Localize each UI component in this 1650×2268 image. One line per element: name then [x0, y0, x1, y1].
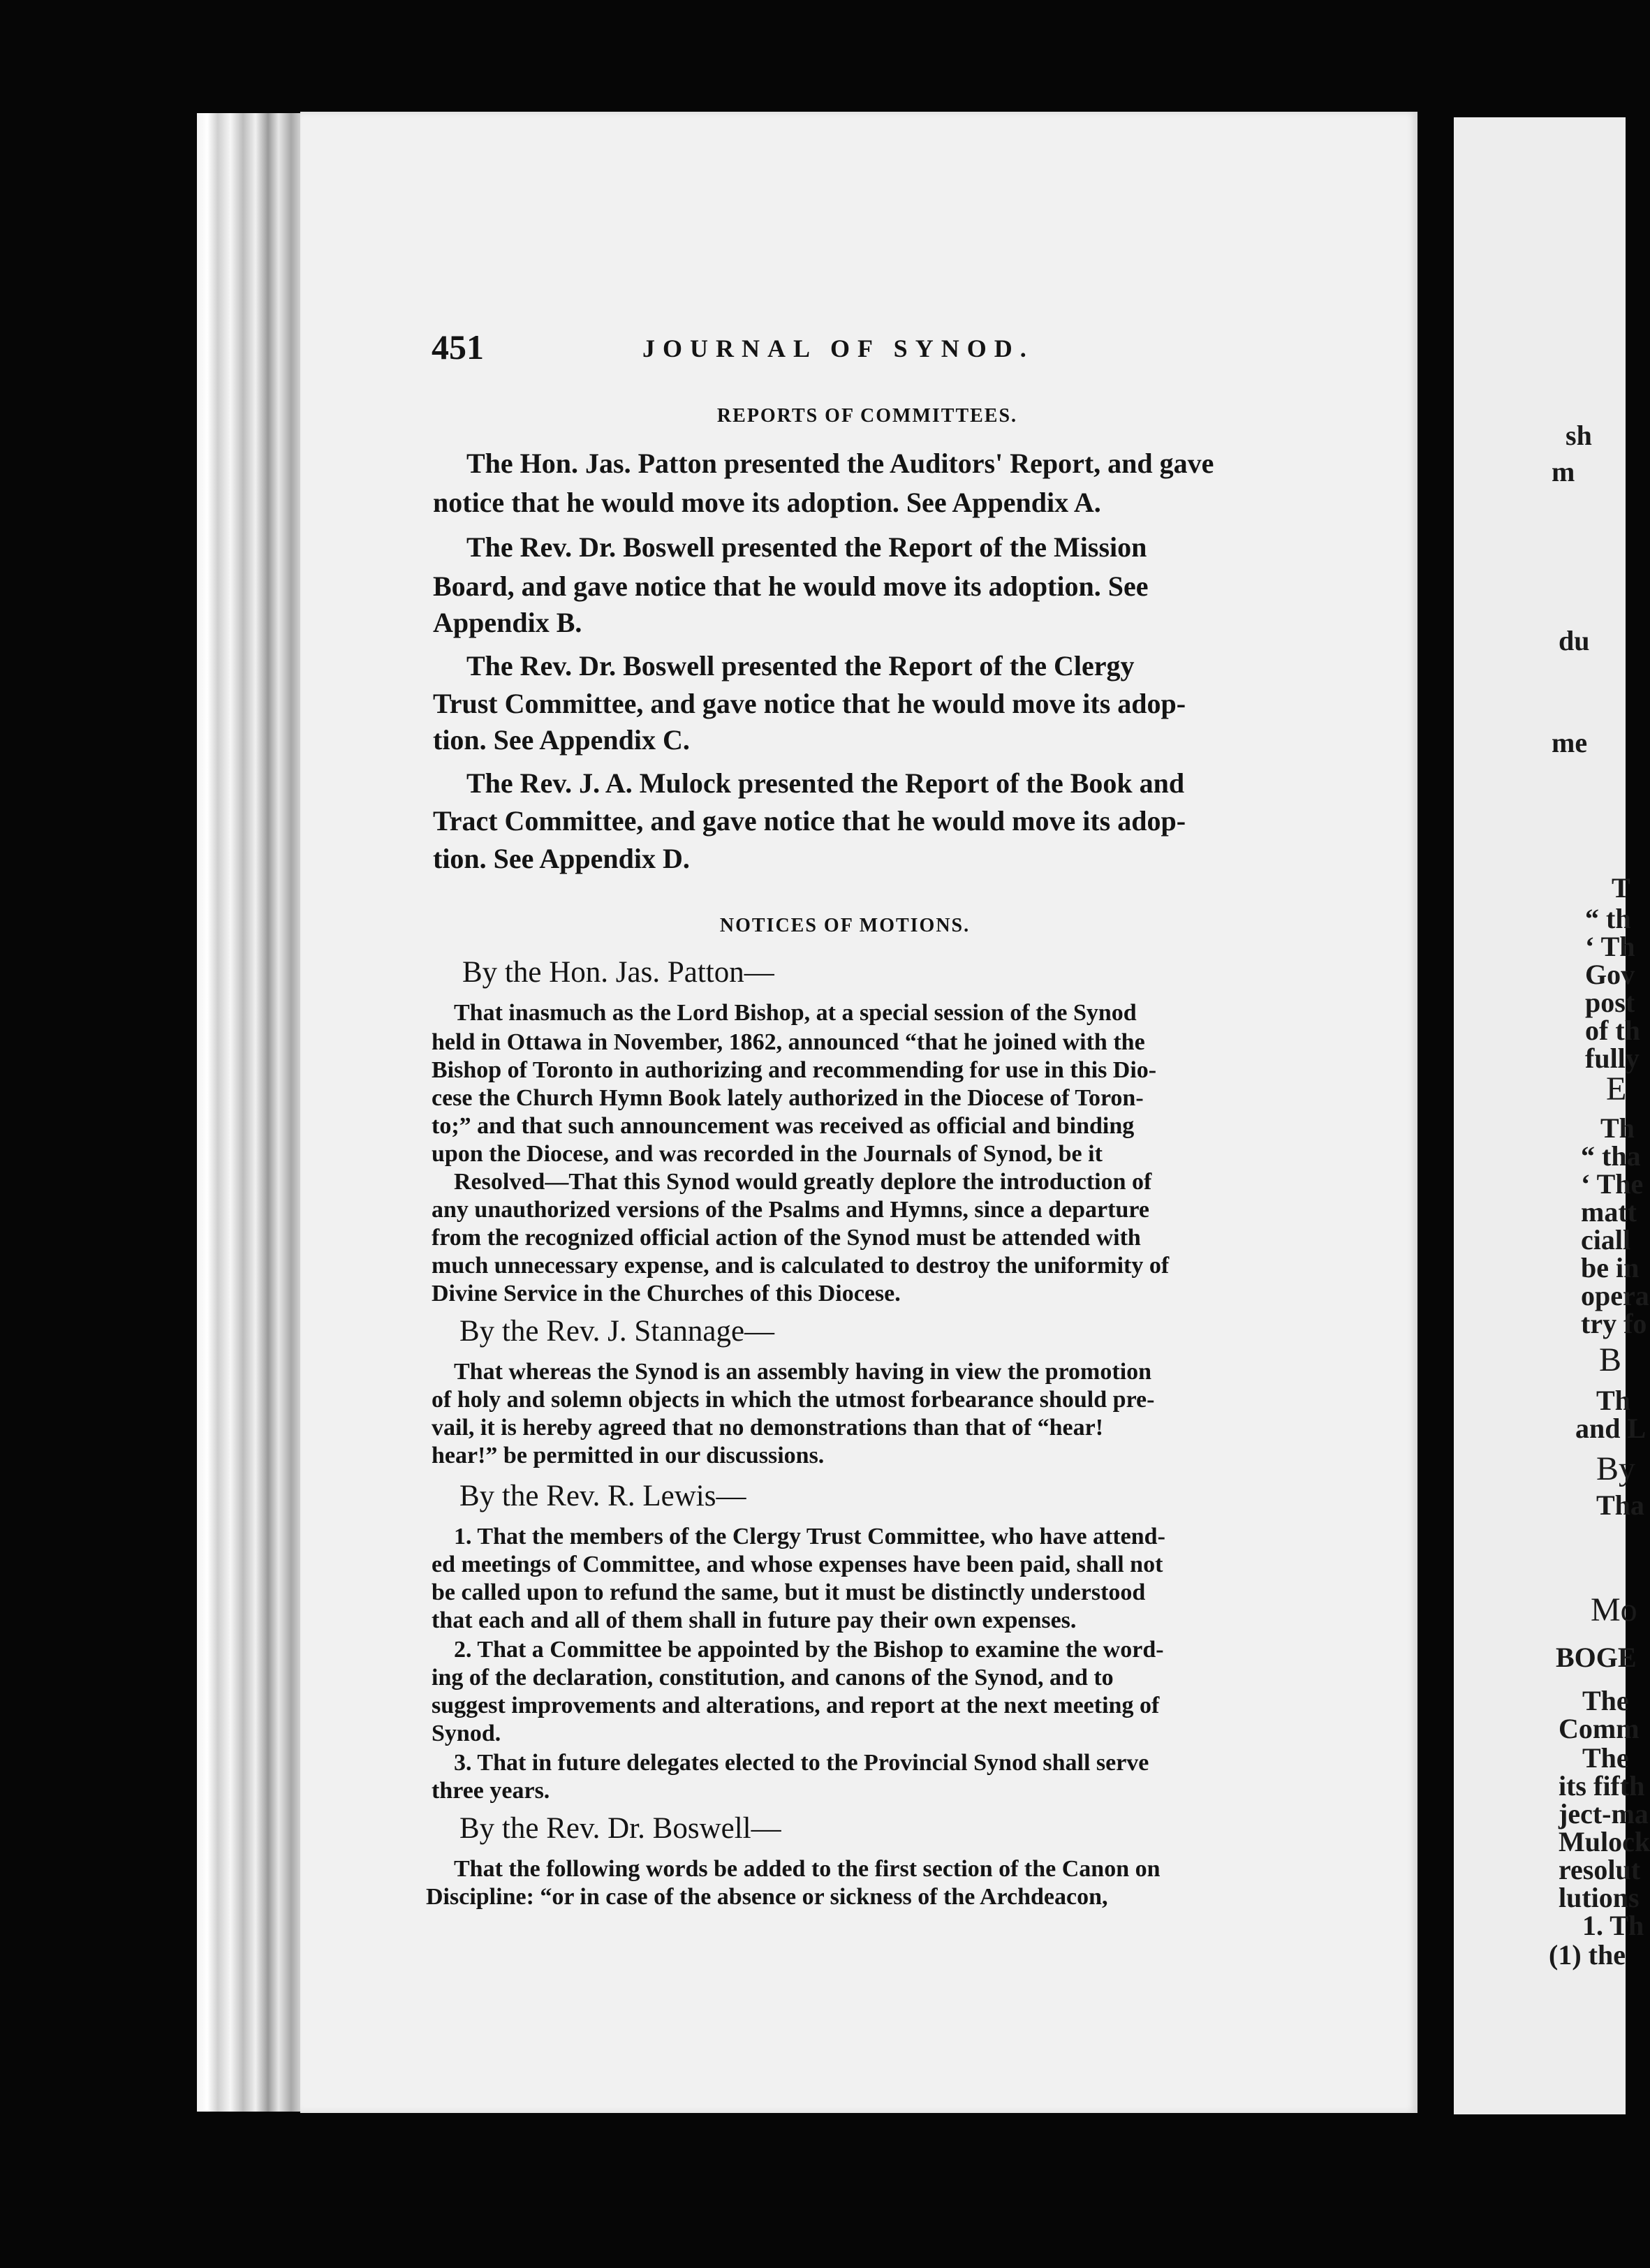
right-fragment: Tha: [1596, 1489, 1644, 1521]
right-fragment: ciall: [1581, 1224, 1631, 1256]
report-line: The Hon. Jas. Patton presented the Auditors' Report, and gave: [466, 448, 1214, 479]
motion-line: Discipline: “or in case of the absence or sickness of the Archdeacon,: [426, 1884, 1108, 1910]
right-fragment: Th: [1600, 1112, 1635, 1144]
motion-line: hear!” be permitted in our discussions.: [432, 1443, 825, 1468]
motion-line: Bishop of Toronto in authorizing and recommending for use in this Dio-: [432, 1057, 1157, 1083]
right-fragment: The: [1582, 1742, 1629, 1774]
motion-line: Divine Service in the Churches of this Diocese.: [432, 1281, 901, 1306]
right-fragment: Mulock: [1559, 1826, 1650, 1857]
motion-line: 3. That in future delegates elected to the Provincial Synod shall serve: [454, 1750, 1149, 1776]
report-line: Board, and gave notice that he would move its adoption. See: [433, 570, 1149, 602]
right-fragment: try fo: [1581, 1308, 1647, 1339]
right-fragment: BOGE: [1556, 1642, 1637, 1673]
right-fragment: B: [1599, 1341, 1622, 1378]
motion-line: much unnecessary expense, and is calculated to destroy the uniformity of: [432, 1253, 1170, 1279]
right-fragment: lutions: [1559, 1882, 1640, 1913]
report-line: tion. See Appendix C.: [433, 724, 690, 756]
motion-line: of holy and solemn objects in which the utmost forbearance should pre-: [432, 1387, 1155, 1413]
right-fragment: E: [1606, 1070, 1627, 1107]
report-line: Tract Committee, and gave notice that he would move its adop-: [433, 805, 1186, 837]
motion-line: Resolved—That this Synod would greatly deplore the introduction of: [454, 1169, 1152, 1195]
right-fragment: opera: [1581, 1280, 1649, 1311]
right-fragment: me: [1552, 727, 1588, 758]
right-fragment: and L: [1575, 1413, 1647, 1444]
report-line: The Rev. Dr. Boswell presented the Report of the Mission: [466, 531, 1147, 563]
right-fragment: “ tha: [1581, 1140, 1641, 1172]
right-fragment: By: [1596, 1450, 1636, 1487]
report-line: Appendix B.: [433, 607, 582, 638]
book-spine-edge: [197, 113, 302, 2112]
right-fragment: Mo: [1591, 1591, 1637, 1628]
motion-mover: By the Rev. R. Lewis—: [459, 1480, 746, 1512]
motion-mover: By the Rev. Dr. Boswell—: [459, 1812, 781, 1845]
motion-line: cese the Church Hymn Book lately authorized in the Diocese of Toron-: [432, 1085, 1144, 1111]
motion-line: that each and all of them shall in future pay their own expenses.: [432, 1607, 1077, 1633]
right-fragment: be in: [1581, 1252, 1640, 1283]
section-heading-reports: REPORTS OF COMMITTEES.: [716, 405, 1018, 427]
motion-line: vail, it is hereby agreed that no demonstrations than that of “hear!: [432, 1415, 1104, 1441]
right-fragment: The: [1582, 1685, 1629, 1716]
motion-line: be called upon to refund the same, but it must be distinctly understood: [432, 1580, 1146, 1605]
right-fragment: (1) the: [1549, 1939, 1626, 1971]
motion-line: ed meetings of Committee, and whose expenses have been paid, shall not: [432, 1552, 1163, 1577]
right-fragment: ‘ Th: [1585, 931, 1635, 962]
section-heading-notices: NOTICES OF MOTIONS.: [719, 915, 971, 936]
motion-line: held in Ottawa in November, 1862, announced “that he joined with the: [432, 1029, 1145, 1055]
right-fragment: 1. Th: [1582, 1910, 1644, 1941]
right-fragment: Gov: [1585, 959, 1635, 990]
motion-line: upon the Diocese, and was recorded in the Journals of Synod, be it: [432, 1141, 1103, 1167]
page-number: 451: [432, 327, 484, 367]
right-fragment: of th: [1585, 1015, 1640, 1046]
motion-line: three years.: [432, 1778, 550, 1804]
report-line: The Rev. Dr. Boswell presented the Report of the Clergy: [466, 650, 1135, 682]
right-fragment: matt: [1581, 1196, 1637, 1228]
right-fragment: Th: [1596, 1385, 1630, 1416]
motion-line: 1. That the members of the Clergy Trust Committee, who have attend-: [454, 1524, 1165, 1549]
right-fragment: m: [1552, 456, 1575, 487]
motion-line: That whereas the Synod is an assembly having in view the promotion: [454, 1359, 1152, 1385]
right-fragment: ‘ The: [1581, 1168, 1644, 1200]
motion-line: from the recognized official action of the Synod must be attended with: [432, 1225, 1141, 1251]
right-fragment: ject-ma: [1559, 1798, 1649, 1829]
report-line: tion. See Appendix D.: [433, 843, 690, 874]
right-fragment: resolut: [1559, 1854, 1641, 1885]
report-line: Trust Committee, and gave notice that he would move its adop-: [433, 688, 1186, 719]
motion-line: Synod.: [432, 1721, 501, 1746]
right-fragment: post: [1585, 987, 1635, 1018]
motion-line: 2. That a Committee be appointed by the Bishop to examine the word-: [454, 1637, 1164, 1663]
right-fragment: “ th: [1585, 903, 1631, 934]
right-fragment: sh: [1566, 420, 1592, 451]
motion-mover: By the Hon. Jas. Patton—: [462, 956, 774, 989]
motion-line: suggest improvements and alterations, and report at the next meeting of: [432, 1693, 1160, 1718]
right-fragment: du: [1559, 625, 1590, 656]
motion-line: That inasmuch as the Lord Bishop, at a special session of the Synod: [454, 1000, 1137, 1026]
motion-line: ing of the declaration, constitution, and canons of the Synod, and to: [432, 1665, 1114, 1691]
right-fragment: fully: [1585, 1043, 1640, 1074]
right-fragment: its fifth: [1559, 1770, 1645, 1802]
motion-mover: By the Rev. J. Stannage—: [459, 1315, 775, 1348]
running-head: JOURNAL OF SYNOD.: [642, 334, 1034, 362]
right-fragment: T: [1612, 872, 1630, 904]
report-line: notice that he would move its adoption. See Appendix A.: [433, 487, 1101, 518]
motion-line: That the following words be added to the first section of the Canon on: [454, 1856, 1161, 1882]
motion-line: to;” and that such announcement was received as official and binding: [432, 1113, 1135, 1139]
report-line: The Rev. J. A. Mulock presented the Report of the Book and: [466, 767, 1185, 799]
right-fragment: Comm: [1559, 1713, 1640, 1744]
right-page-edge: [1454, 117, 1650, 2114]
motion-line: any unauthorized versions of the Psalms and Hymns, since a departure: [432, 1197, 1149, 1223]
